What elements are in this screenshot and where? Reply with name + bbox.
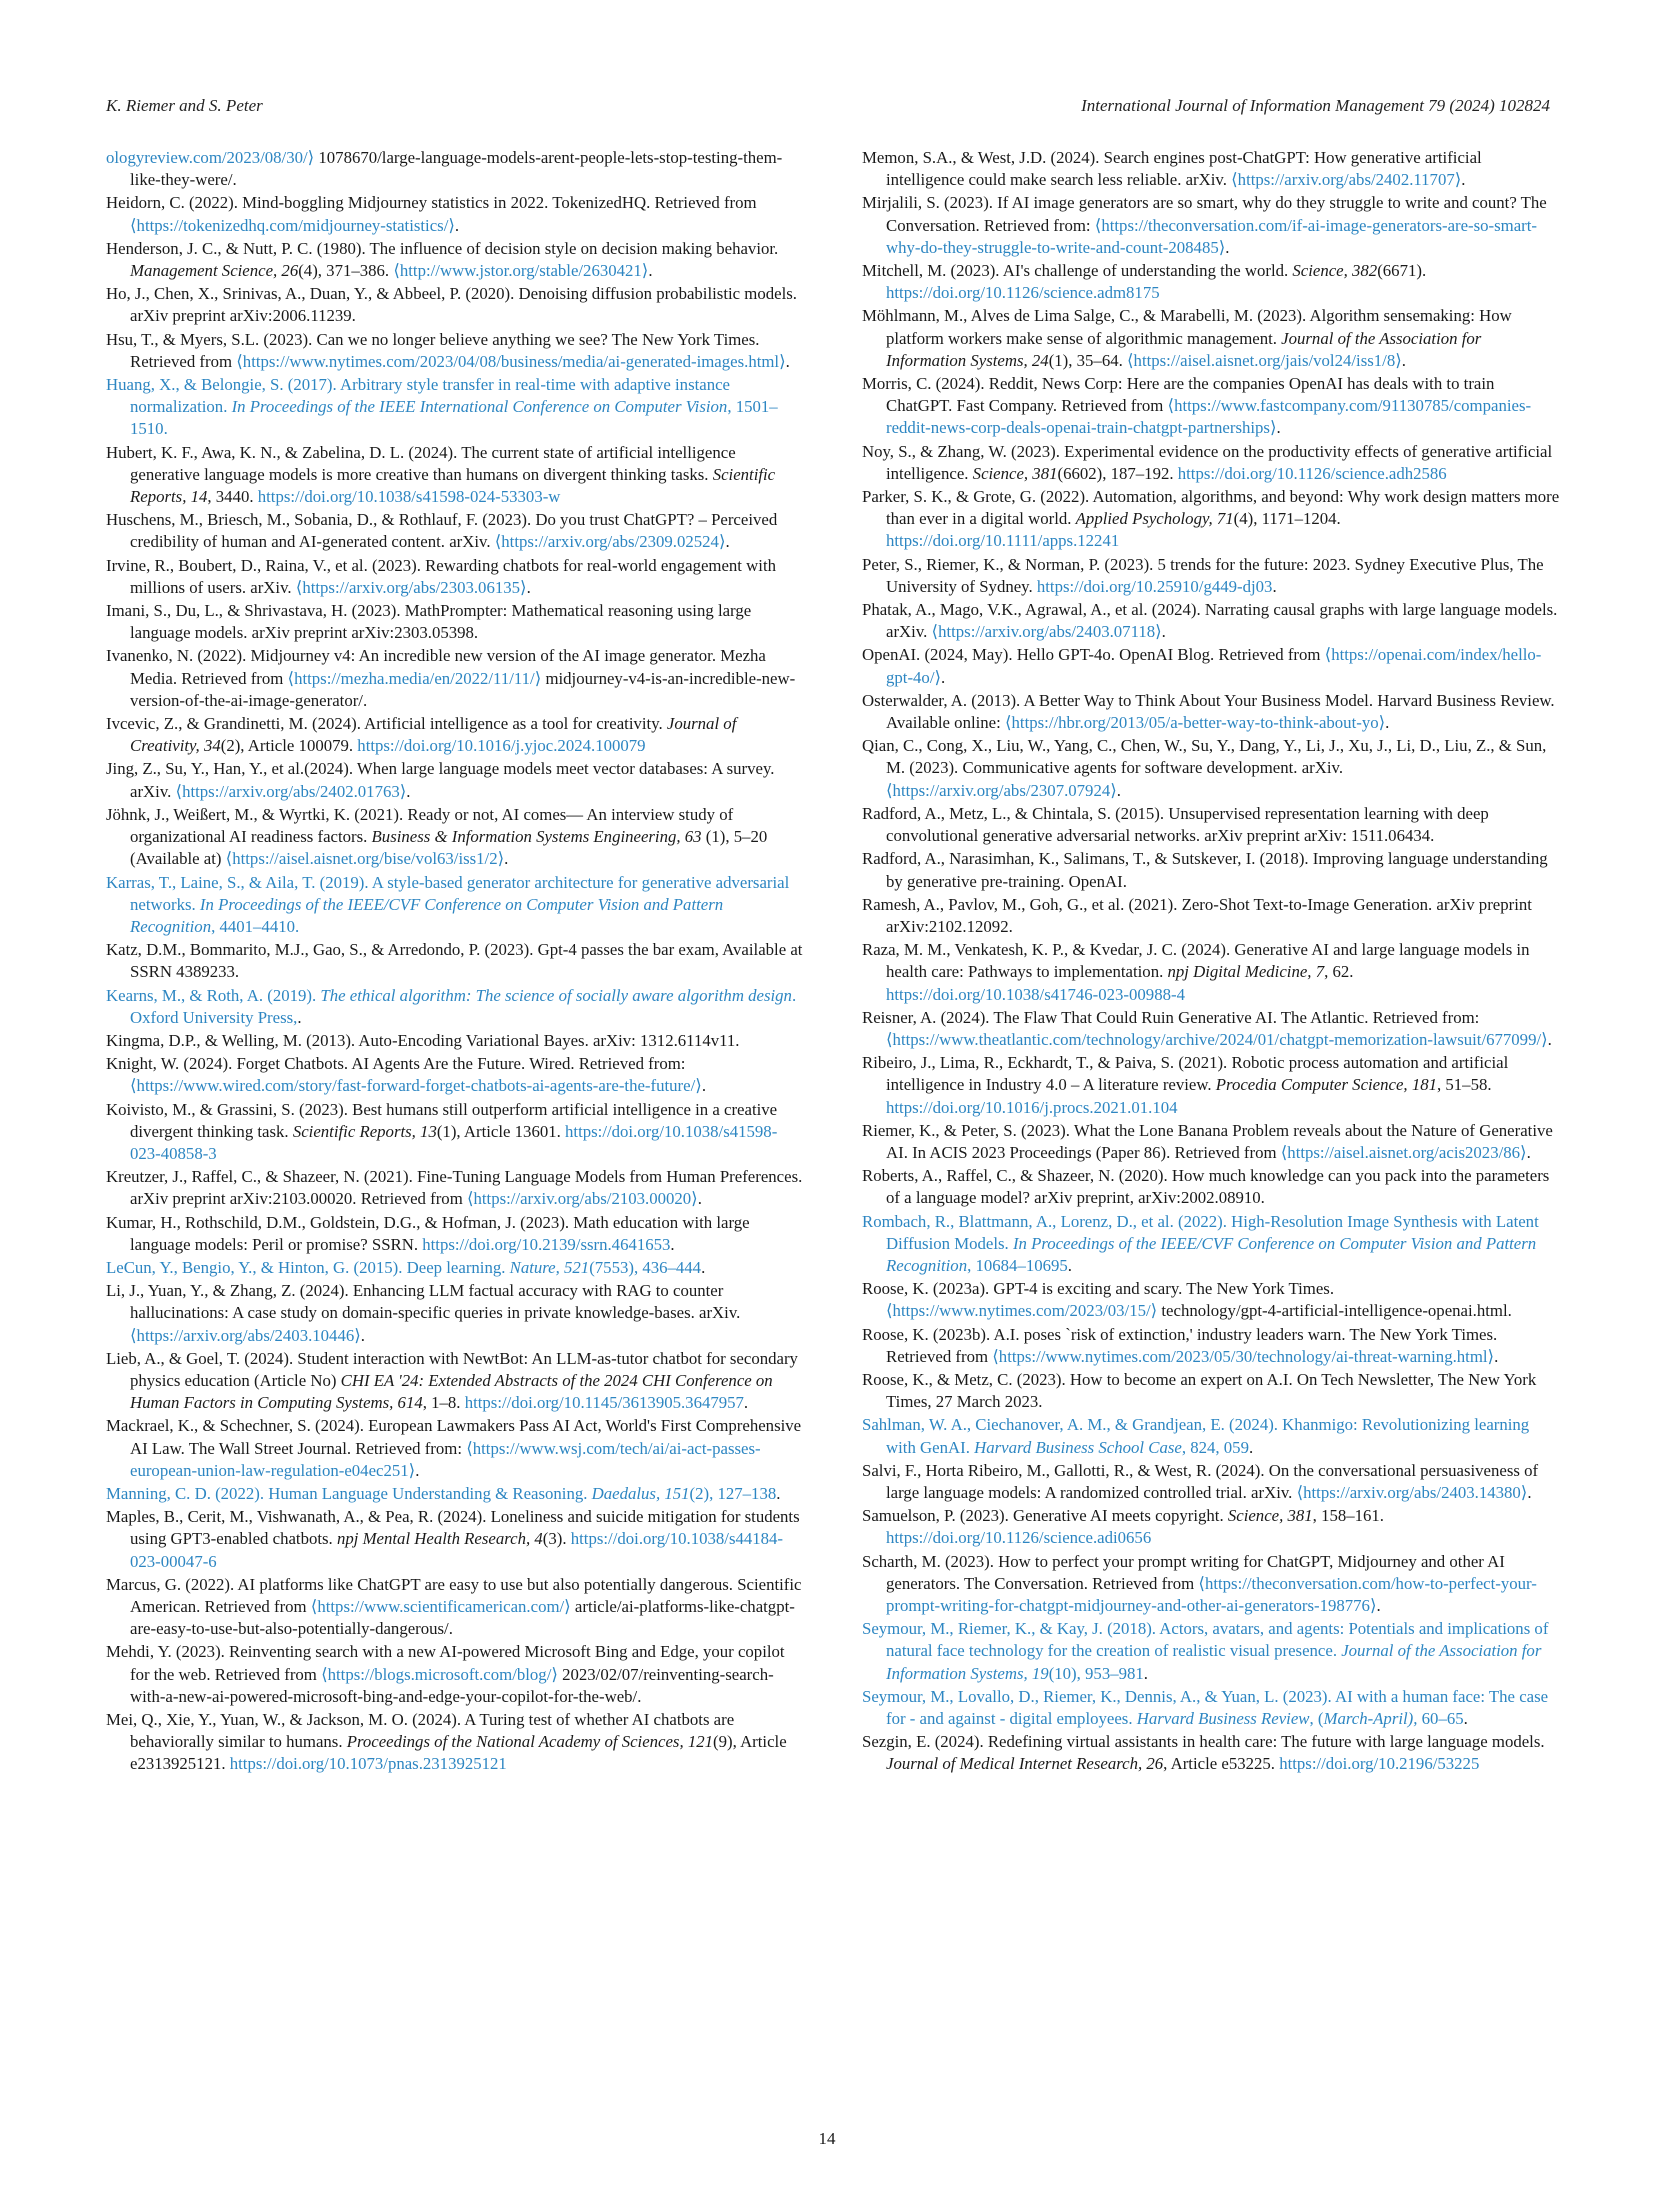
reference-link[interactable]: Manning, C. D. (2022). Human Language Understanding & Reasoning.: [106, 1483, 592, 1503]
reference-text: .: [1494, 1346, 1499, 1366]
reference-entry: [106, 939, 806, 983]
reference-entry: [106, 442, 806, 509]
reference-link[interactable]: In Proceedings of the IEEE/CVF Conference on Computer Vision and Pattern Recognition: [130, 894, 724, 936]
reference-entry: [862, 644, 1562, 688]
reference-entry: [106, 1166, 806, 1210]
reference-text: (3).: [542, 1529, 571, 1549]
reference-text: (4), 371–386.: [298, 261, 394, 281]
reference-text: Ivcevic, Z., & Grandinetti, M. (2024). Artificial intelligence as a tool for creativity.: [106, 714, 667, 734]
reference-entry: [106, 283, 806, 327]
reference-italic-text: Journal of Creativity, 34: [130, 714, 737, 756]
reference-entry: [862, 373, 1562, 440]
reference-entry: [106, 555, 806, 599]
reference-text: .: [1272, 576, 1277, 596]
reference-entry: [106, 645, 806, 712]
reference-text: Irvine, R., Boubert, D., Raina, V., et al. (2023). Rewarding chatbots for real-world engagement with millions of users. arXiv.: [106, 555, 776, 597]
reference-entry: [106, 1641, 806, 1708]
reference-entry: [106, 1574, 806, 1641]
reference-entry: [106, 1099, 806, 1166]
reference-link[interactable]: https://doi.org/10.1016/j.yjoc.2024.100079: [357, 736, 646, 756]
reference-link[interactable]: ⟨https://www.wired.com/story/fast-forward-forget-chatbots-ai-agents-are-the-future/⟩: [130, 1076, 702, 1096]
reference-text: Henderson, J. C., & Nutt, P. C. (1980). The influence of decision style on decision making behavior.: [106, 238, 779, 258]
reference-text: .: [1463, 1709, 1468, 1729]
reference-link[interactable]: https://doi.org/10.1016/j.procs.2021.01.104: [886, 1097, 1178, 1117]
reference-text: Memon, S.A., & West, J.D. (2024). Search engines post-ChatGPT: How generative artificial intelligence could make search less reliable. arXiv.: [862, 148, 1482, 190]
reference-text: 1078670/large-language-models-arent-people-lets-stop-testing-them-like-they-were/.: [130, 148, 783, 190]
reference-text: .: [1276, 418, 1281, 438]
reference-text: (2), Article 100079.: [220, 736, 358, 756]
reference-text: .: [670, 1234, 675, 1254]
reference-text: technology/gpt-4-artificial-intelligence-openai.html.: [1157, 1301, 1512, 1321]
reference-link[interactable]: ⟨https://www.scientificamerican.com/⟩: [310, 1597, 571, 1616]
reference-link[interactable]: Rombach, R., Blattmann, A., Lorenz, D., et al. (2022). High-Resolution Image Synthesis with Latent Diffusion Models.: [862, 1211, 1539, 1253]
reference-text: Sezgin, E. (2024). Redefining virtual assistants in health care: The future with large language models.: [862, 1732, 1545, 1752]
reference-text: Roberts, A., Raffel, C., & Shazeer, N. (2020). How much knowledge can you pack into the parameters of a language model? arXiv preprint, arXiv:2002.08910.: [862, 1166, 1550, 1208]
reference-text: Ribeiro, J., Lima, R., Eckhardt, T., & Paiva, S. (2021). Robotic process automation and artificial intelligence in Industry 4.0 – A literature review.: [862, 1053, 1509, 1095]
reference-text: Jing, Z., Su, Y., Han, Y., et al.(2024). When large language models meet vector databases: A survey. arXiv.: [106, 759, 775, 801]
reference-text: Ramesh, A., Pavlov, M., Goh, G., et al. (2021). Zero-Shot Text-to-Image Generation. arXiv preprint arXiv:2102.12092.: [862, 894, 1532, 936]
reference-text: Li, J., Yuan, Y., & Zhang, Z. (2024). Enhancing LLM factual accuracy with RAG to counter hallucinations: A case study on domain-specific queries in private knowledge-bases. arXiv.: [106, 1281, 741, 1323]
reference-link[interactable]: Sahlman, W. A., Ciechanover, A. M., & Grandjean, E. (2024). Khanmigo: Revolutionizing learning with GenAI.: [862, 1415, 1530, 1457]
reference-text: Marcus, G. (2022). AI platforms like ChatGPT are easy to use but also potentially dangerous. Scientific American. Retrieved from: [106, 1574, 802, 1616]
reference-link[interactable]: LeCun, Y., Bengio, Y., & Hinton, G. (2015). Deep learning.: [106, 1257, 510, 1277]
reference-link[interactable]: , 4401–4410.: [211, 916, 300, 936]
reference-link[interactable]: ⟨https://aisel.aisnet.org/bise/vol63/iss1/2⟩: [225, 849, 505, 869]
reference-link[interactable]: ⟨https://aisel.aisnet.org/jais/vol24/iss1/8⟩: [1127, 350, 1402, 370]
reference-italic-text: Science, 382: [1292, 261, 1378, 281]
reference-entry: [106, 1483, 806, 1505]
reference-text: Lieb, A., & Goel, T. (2024). Student interaction with NewtBot: An LLM-as-tutor chatbot for secondary physics education (Article No): [106, 1348, 798, 1390]
reference-text: Radford, A., Metz, L., & Chintala, S. (2015). Unsupervised representation learning with deep convolutional generative adversarial networks. arXiv preprint arXiv: 1511.06434.: [862, 803, 1489, 846]
reference-italic-text: npj Digital Medicine, 7: [1167, 962, 1325, 982]
reference-text: Qian, C., Cong, X., Liu, W., Yang, C., Chen, W., Su, Y., Dang, Y., Li, J., Xu, J., Li, D., Liu, Z., & Sun, M. (2023). Communicative agents for software development. arXiv.: [862, 736, 1547, 778]
reference-link[interactable]: Huang, X., & Belongie, S. (2017). Arbitrary style transfer in real-time with adaptive instance normalization.: [106, 375, 731, 417]
reference-link[interactable]: Seymour, M., Riemer, K., & Kay, J. (2018). Actors, avatars, and agents: Potentials and implications of natural face technology for the creation of realistic visual presence.: [862, 1619, 1549, 1661]
reference-text: .: [1376, 1596, 1381, 1615]
reference-text: , 1–8.: [422, 1393, 465, 1413]
reference-link[interactable]: ⟨https://arxiv.org/abs/2103.00020⟩: [466, 1189, 698, 1209]
reference-text: (1), Article 13601.: [436, 1121, 566, 1141]
reference-entry: [106, 192, 806, 236]
reference-entry: [862, 1324, 1562, 1368]
reference-text: 2023/02/07/reinventing-search-with-a-new-ai-powered-microsoft-bing-and-edge-your-copilot-for-the-web/.: [130, 1664, 774, 1706]
reference-text: Mei, Q., Xie, Y., Yuan, W., & Jackson, M. O. (2024). A Turing test of whether AI chatbots are behaviorally similar to humans.: [106, 1710, 735, 1752]
reference-entry: [106, 147, 806, 191]
reference-text: .: [454, 215, 460, 235]
reference-link[interactable]: ⟨https://www.wsj.com/tech/ai/ai-act-passes-european-union-law-regulation-e04ec251⟩: [130, 1438, 761, 1480]
reference-link[interactable]: https://doi.org/10.2139/ssrn.4641653: [422, 1234, 671, 1254]
reference-text: .: [697, 1189, 702, 1209]
reference-entry: [862, 1460, 1562, 1504]
reference-text: .: [1161, 622, 1166, 642]
reference-entry: [106, 713, 806, 757]
reference-text: Morris, C. (2024). Reddit, News Corp: Here are the companies OpenAI has deals with to train ChatGPT. Fast Company. Retrieved from: [862, 374, 1495, 416]
reference-text: Maples, B., Cerit, M., Vishwanath, A., & Pea, R. (2024). Loneliness and suicide mitigation for students using GPT3-enabled chatbots.: [106, 1507, 800, 1549]
reference-text: .: [776, 1483, 781, 1503]
reference-text: Salvi, F., Horta Ribeiro, M., Gallotti, R., & West, R. (2024). On the conversational persuasiveness of large language models: A randomized controlled trial. arXiv.: [862, 1460, 1539, 1502]
reference-text: Mirjalili, S. (2023). If AI image generators are so smart, why do they struggle to write and count? The Conversation. Retrieved from:: [862, 193, 1547, 235]
reference-link[interactable]: ⟨https://www.nytimes.com/2023/03/15/⟩: [886, 1301, 1158, 1321]
reference-text: Jöhnk, J., Weißert, M., & Wyrtki, K. (2021). Ready or not, AI comes— An interview study of organizational AI readiness factors.: [106, 804, 734, 847]
reference-entry: [862, 1120, 1562, 1164]
reference-entry: [106, 804, 806, 871]
reference-italic-text: Scientific Reports, 13: [292, 1121, 437, 1141]
reference-link[interactable]: ⟨https://arxiv.org/abs/2303.06135⟩: [295, 577, 527, 597]
reference-link[interactable]: https://doi.org/10.1126/science.adi0656: [886, 1528, 1152, 1548]
reference-link[interactable]: ⟨https://mezha.media/en/2022/11/11/⟩: [287, 668, 542, 688]
reference-entry: [862, 894, 1562, 938]
reference-text: (4), 1171–1204.: [1233, 509, 1341, 529]
reference-link[interactable]: Harvard Business Review: [1136, 1709, 1310, 1729]
reference-text: Radford, A., Narasimhan, K., Salimans, T., & Sutskever, I. (2018). Improving language understanding by generative pre-training. OpenAI.: [862, 849, 1548, 891]
reference-text: .: [1248, 1437, 1254, 1457]
reference-link[interactable]: Karras, T., Laine, S., & Aila, T. (2019). A style-based generator architecture for generative adversarial networks.: [106, 872, 790, 914]
header-authors: K. Riemer and S. Peter: [106, 96, 263, 115]
reference-link[interactable]: https://doi.org/10.1126/science.adh2586: [1177, 463, 1447, 483]
reference-link[interactable]: (10), 953–981: [1048, 1663, 1144, 1683]
page-number: 14: [818, 2129, 836, 2148]
reference-text: Ivanenko, N. (2022). Midjourney v4: An incredible new version of the AI image generator. Mezha Media. Retrieved from: [106, 646, 766, 688]
reference-text: Samuelson, P. (2023). Generative AI meets copyright.: [862, 1506, 1228, 1526]
reference-text: article/ai-platforms-like-chatgpt-are-easy-to-use-but-also-potentially-dangerous/.: [130, 1597, 795, 1639]
reference-entry: [862, 441, 1562, 485]
reference-text: .: [1526, 1142, 1531, 1162]
reference-text: .: [1143, 1663, 1148, 1683]
reference-entry: [862, 599, 1562, 643]
reference-text: (1), 5–20 (Available at): [130, 827, 768, 869]
reference-link[interactable]: https://doi.org/10.25910/g449-dj03: [1036, 576, 1273, 596]
reference-text: .: [1225, 237, 1230, 257]
reference-link[interactable]: ⟨https://arxiv.org/abs/2403.07118⟩: [931, 622, 1162, 642]
reference-entry: [862, 1505, 1562, 1549]
reference-italic-text: Management Science, 26: [130, 261, 299, 281]
reference-link[interactable]: , (: [1309, 1709, 1324, 1729]
reference-italic-text: Science, 381: [1227, 1506, 1313, 1526]
reference-entry: [106, 509, 806, 553]
reference-link[interactable]: ⟨https://blogs.microsoft.com/blog/⟩: [321, 1664, 558, 1684]
reference-link[interactable]: https://doi.org/10.1038/s41746-023-00988-4: [886, 984, 1185, 1004]
reference-link[interactable]: https://doi.org/10.1073/pnas.2313925121: [229, 1754, 507, 1774]
reference-text: .: [941, 667, 946, 687]
reference-text: , 3440.: [207, 487, 258, 507]
reference-text: Koivisto, M., & Grassini, S. (2023). Best humans still outperform artificial intelligence in a creative divergent thinking task.: [106, 1099, 778, 1141]
reference-link[interactable]: ⟨https://www.nytimes.com/2023/04/08/business/media/ai-generated-images.html⟩: [236, 351, 786, 371]
reference-text: .: [648, 261, 653, 281]
reference-link[interactable]: Harvard Business School Case: [974, 1437, 1182, 1457]
reference-link[interactable]: https://doi.org/10.1126/science.adm8175: [886, 283, 1160, 303]
reference-text: Katz, D.M., Bommarito, M.J., Gao, S., & Arredondo, P. (2023). Gpt-4 passes the bar exam, Available at SSRN 4389233.: [106, 940, 803, 982]
reference-entry: [106, 1257, 806, 1279]
reference-link[interactable]: ⟨https://arxiv.org/abs/2402.11707⟩: [1231, 170, 1462, 190]
reference-link[interactable]: Daedalus, 151: [591, 1483, 690, 1503]
reference-text: Noy, S., & Zhang, W. (2023). Experimental evidence on the productivity effects of generative artificial intelligence.: [862, 441, 1553, 483]
reference-link[interactable]: ⟨https://theconversation.com/how-to-perfect-your-prompt-writing-for-chatgpt-midjourney-and-other-ai-generators-198776⟩: [886, 1573, 1537, 1615]
reference-italic-text: CHI EA '24: Extended Abstracts of the 2024 CHI Conference on Human Factors in Computing Systems, 614: [130, 1370, 773, 1413]
reference-text: Möhlmann, M., Alves de Lima Salge, C., & Marabelli, M. (2023). Algorithm sensemaking: How platform workers make sense of algorithmic management.: [862, 306, 1512, 348]
reference-entry: [862, 192, 1562, 259]
reference-link[interactable]: In Proceedings of the IEEE International Conference on Computer Vision: [231, 397, 728, 417]
reference-text: Roose, K., & Metz, C. (2023). How to become an expert on A.I. On Tech Newsletter, The New York Times, 27 March 2023.: [862, 1369, 1537, 1412]
reference-text: .: [1461, 170, 1466, 190]
reference-link[interactable]: ⟨https://www.nytimes.com/2023/05/30/technology/ai-threat-warning.html⟩: [992, 1346, 1495, 1366]
reference-link[interactable]: ⟨https://theconversation.com/if-ai-image-generators-are-so-smart-why-do-they-struggle-to-write-and-count-208485⟩: [886, 215, 1538, 257]
reference-entry: [862, 939, 1562, 1006]
reference-italic-text: Journal of the Association for Information Systems, 24: [886, 328, 1482, 370]
reference-entry: [106, 600, 806, 644]
reference-entry: [106, 1053, 806, 1097]
reference-link[interactable]: https://doi.org/10.2196/53225: [1279, 1754, 1480, 1774]
reference-text: (9), Article e2313925121.: [130, 1732, 787, 1774]
reference-italic-text: Business & Information Systems Engineering, 63: [371, 827, 702, 847]
reference-text: , 51–58.: [1437, 1075, 1492, 1095]
header-journal: International Journal of Information Management 79 (2024) 102824: [1081, 96, 1550, 115]
reference-italic-text: npj Mental Health Research, 4: [336, 1529, 543, 1549]
reference-text: Mehdi, Y. (2023). Reinventing search with a new AI-powered Microsoft Bing and Edge, your copilot for the web. Retrieved from: [106, 1642, 785, 1684]
reference-text: .: [1527, 1482, 1532, 1502]
reference-entry: [106, 238, 806, 282]
reference-link[interactable]: 60–65: [1421, 1709, 1464, 1729]
reference-text: Osterwalder, A. (2013). A Better Way to Think About Your Business Model. Harvard Business Review. Available online:: [862, 690, 1555, 733]
reference-link[interactable]: Seymour, M., Lovallo, D., Riemer, K., Dennis, A., & Yuan, L. (2023). AI with a human face: The case for - and against - digital employees.: [862, 1686, 1549, 1729]
reference-italic-text: Scientific Reports, 14: [130, 464, 776, 507]
reference-entry: [862, 1414, 1562, 1458]
reference-text: .: [725, 532, 730, 552]
reference-text: Huschens, M., Briesch, M., Sobania, D., & Rothlauf, F. (2023). Do you trust ChatGPT? – Perceived credibility of human and AI-generated content. arXiv.: [106, 510, 778, 552]
reference-link[interactable]: https://doi.org/10.1038/s44184-023-00047-6: [130, 1529, 784, 1571]
reference-entry: [862, 735, 1562, 802]
reference-text: Knight, W. (2024). Forget Chatbots. AI Agents Are the Future. Wired. Retrieved from:: [106, 1054, 686, 1074]
reference-entry: [862, 1211, 1562, 1278]
reference-text: (6602), 187–192.: [1057, 463, 1178, 483]
reference-link[interactable]: , 10684–10695: [967, 1255, 1068, 1275]
reference-text: .: [526, 577, 531, 597]
reference-entry: [106, 872, 806, 939]
reference-link[interactable]: ⟨https://www.fastcompany.com/91130785/companies-reddit-news-corp-deals-openai-train-chatgpt-partnerships⟩: [886, 396, 1532, 438]
reference-entry: [862, 486, 1562, 553]
reference-link[interactable]: https://doi.org/10.1111/apps.12241: [886, 531, 1120, 551]
reference-column-right: [862, 147, 1562, 1777]
reference-link[interactable]: ⟨https://openai.com/index/hello-gpt-4o/⟩: [886, 645, 1542, 687]
reference-text: .: [504, 849, 509, 869]
reference-entry: [106, 1280, 806, 1347]
reference-entry: [862, 1369, 1562, 1413]
reference-link[interactable]: ⟨https://tokenizedhq.com/midjourney-statistics/⟩: [130, 215, 455, 235]
reference-text: Roose, K. (2023a). GPT-4 is exciting and scary. The New York Times.: [862, 1279, 1335, 1299]
reference-text: Mackrael, K., & Schechner, S. (2024). European Lawmakers Pass AI Act, World's First Comprehensive AI Law. The Wall Street Journal. Retrieved from:: [106, 1416, 802, 1458]
reference-text: Heidorn, C. (2022). Mind-boggling Midjourney statistics in 2022. TokenizedHQ. Retrieved from: [106, 193, 757, 213]
reference-link[interactable]: ⟨https://arxiv.org/abs/2402.01763⟩: [175, 781, 407, 801]
reference-entry: [862, 147, 1562, 191]
reference-link[interactable]: https://doi.org/10.1145/3613905.3647957: [464, 1393, 744, 1413]
reference-text: .: [406, 781, 411, 801]
reference-entry: [106, 1030, 806, 1052]
reference-text: .: [785, 351, 790, 371]
reference-entry: [862, 1551, 1562, 1618]
reference-text: (6671).: [1377, 261, 1427, 281]
reference-text: Peter, S., Riemer, K., & Norman, P. (2023). 5 trends for the future: 2023. Sydney Executive Plus, The University of Sydney.: [862, 554, 1544, 596]
reference-entry: [862, 1618, 1562, 1685]
reference-link[interactable]: ⟨https://arxiv.org/abs/2403.10446⟩: [130, 1325, 361, 1345]
reference-text: (1), 35–64.: [1048, 350, 1127, 370]
reference-text: .: [701, 1076, 707, 1096]
reference-link[interactable]: ⟨https://arxiv.org/abs/2309.02524⟩: [494, 532, 726, 552]
reference-text: .: [1401, 350, 1406, 370]
reference-text: .: [415, 1460, 420, 1480]
reference-entry: [862, 1278, 1562, 1322]
reference-text: Roose, K. (2023b). A.I. poses `risk of extinction,' industry leaders warn. The New York Times. Retrieved from: [862, 1324, 1498, 1366]
reference-entry: [106, 329, 806, 373]
reference-entry: [862, 1731, 1562, 1775]
reference-text: Raza, M. M., Venkatesh, K. P., & Kvedar, J. C. (2024). Generative AI and large language models in health care: Pathways to implementation.: [862, 940, 1530, 982]
reference-italic-text: Science, 381: [972, 463, 1058, 483]
reference-text: Imani, S., Du, L., & Shrivastava, H. (2023). MathPrompter: Mathematical reasoning using large language models. arXiv preprint arXiv:2303.05398.: [106, 601, 752, 643]
reference-link[interactable]: ologyreview.com/2023/08/30/⟩: [106, 148, 315, 167]
reference-text: .: [743, 1393, 749, 1413]
reference-entry: [862, 803, 1562, 847]
reference-text: Kumar, H., Rothschild, D.M., Goldstein, D.G., & Hofman, J. (2023). Math education with large language models: Peril or promise? SSRN.: [106, 1212, 750, 1254]
reference-text: Riemer, K., & Peter, S. (2023). What the Lone Banana Problem reveals about the Nature of Generative AI. In ACIS 2023 Proceedings (Paper 86). Retrieved from: [862, 1120, 1553, 1162]
reference-italic-text: Procedia Computer Science, 181: [1215, 1075, 1437, 1095]
reference-text: , 62.: [1324, 962, 1354, 982]
reference-link[interactable]: , 824, 059: [1181, 1437, 1249, 1457]
reference-link[interactable]: . Oxford University Press,: [130, 985, 797, 1027]
reference-link[interactable]: (2), 127–138: [689, 1483, 777, 1503]
reference-link[interactable]: , 1501–1510.: [130, 397, 778, 439]
reference-text: midjourney-v4-is-an-incredible-new-version-of-the-ai-image-generator/.: [130, 668, 796, 710]
reference-text: OpenAI. (2024, May). Hello GPT-4o. OpenAI Blog. Retrieved from: [862, 645, 1325, 665]
reference-entry: [862, 1052, 1562, 1119]
reference-entry: [106, 985, 806, 1029]
reference-text: .: [1067, 1255, 1072, 1275]
reference-link[interactable]: ⟨https://aisel.aisnet.org/acis2023/86⟩: [1280, 1142, 1527, 1162]
reference-text: .: [1547, 1029, 1552, 1049]
reference-entry: [106, 758, 806, 802]
reference-text: .: [1385, 713, 1390, 733]
reference-column-left: [106, 147, 806, 1777]
reference-entry: [106, 374, 806, 441]
reference-entry: [862, 554, 1562, 598]
reference-entry: [106, 1709, 806, 1776]
reference-text: Parker, S. K., & Grote, G. (2022). Automation, algorithms, and beyond: Why work design matters more than ever in a digital world.: [862, 487, 1560, 529]
reference-entry: [106, 1212, 806, 1256]
reference-entry: [106, 1348, 806, 1415]
reference-text: Ho, J., Chen, X., Srinivas, A., Duan, Y., & Abbeel, P. (2020). Denoising diffusion probabilistic models. arXiv preprint arXiv:2006.11239.: [106, 284, 797, 326]
reference-link[interactable]: ⟨https://hbr.org/2013/05/a-better-way-to-think-about-yo⟩: [1004, 713, 1386, 733]
reference-link[interactable]: The ethical algorithm: The science of socially aware algorithm design: [320, 985, 792, 1005]
reference-link[interactable]: ⟨https://arxiv.org/abs/2403.14380⟩: [1296, 1482, 1528, 1502]
reference-entry: [862, 848, 1562, 892]
reference-text: Kreutzer, J., Raffel, C., & Shazeer, N. (2021). Fine-Tuning Language Models from Human Preferences. arXiv preprint arXiv:2103.00020. Retrieved from: [106, 1167, 803, 1209]
reference-text: .: [701, 1257, 706, 1277]
reference-link[interactable]: Kearns, M., & Roth, A. (2019).: [106, 985, 321, 1005]
reference-entry: [106, 1415, 806, 1482]
reference-entry: [862, 1686, 1562, 1730]
reference-entry: [862, 690, 1562, 734]
reference-italic-text: Applied Psychology, 71: [1075, 509, 1234, 529]
reference-link[interactable]: https://doi.org/10.1038/s41598-023-40858-3: [130, 1121, 778, 1163]
reference-italic-text: Proceedings of the National Academy of Sciences, 121: [346, 1732, 714, 1752]
reference-text: Hubert, K. F., Awa, K. N., & Zabelina, D. L. (2024). The current state of artificial intelligence generative language models is more creative than humans on divergent thinking tasks.: [106, 442, 736, 484]
reference-entry: [862, 1007, 1562, 1051]
reference-link[interactable]: Nature, 521: [509, 1257, 590, 1277]
reference-link[interactable]: https://doi.org/10.1038/s41598-024-53303-w: [257, 487, 561, 507]
reference-link[interactable]: In Proceedings of the IEEE/CVF Conference on Computer Vision and Pattern Recognition: [886, 1233, 1537, 1275]
running-head: [106, 96, 1550, 116]
reference-link[interactable]: ⟨https://www.theatlantic.com/technology/archive/2024/01/chatgpt-memorization-lawsuit/677099/⟩: [886, 1029, 1548, 1049]
reference-text: Phatak, A., Mago, V.K., Agrawal, A., et al. (2024). Narrating causal graphs with large language models. arXiv.: [862, 600, 1558, 642]
reference-text: .: [297, 1007, 302, 1027]
reference-entry: [862, 260, 1562, 304]
reference-link[interactable]: ⟨https://arxiv.org/abs/2307.07924⟩: [886, 780, 1117, 800]
reference-text: Hsu, T., & Myers, S.L. (2023). Can we no longer believe anything we see? The New York Times. Retrieved from: [106, 329, 760, 371]
reference-link[interactable]: ⟨http://www.jstor.org/stable/2630421⟩: [393, 261, 649, 281]
reference-text: Mitchell, M. (2023). AI's challenge of understanding the world.: [862, 261, 1293, 281]
reference-entry: [106, 1506, 806, 1573]
reference-text: , 158–161.: [1312, 1506, 1384, 1526]
reference-italic-text: Journal of Medical Internet Research, 26: [886, 1754, 1164, 1774]
reference-entry: [862, 1165, 1562, 1209]
reference-link[interactable]: March-April),: [1323, 1709, 1422, 1729]
reference-link[interactable]: (7553), 436–444: [589, 1257, 702, 1277]
reference-entry: [862, 305, 1562, 372]
reference-text: Kingma, D.P., & Welling, M. (2013). Auto-Encoding Variational Bayes. arXiv: 1312.6114v11.: [106, 1030, 740, 1050]
reference-text: Reisner, A. (2024). The Flaw That Could Ruin Generative AI. The Atlantic. Retrieved from:: [862, 1007, 1480, 1027]
reference-text: Scharth, M. (2023). How to perfect your prompt writing for ChatGPT, Midjourney and other AI generators. The Conversation. Retrieved from: [862, 1551, 1505, 1593]
reference-text: .: [360, 1325, 365, 1345]
reference-link[interactable]: Journal of the Association for Information Systems, 19: [886, 1641, 1542, 1683]
reference-text: , Article e53225.: [1163, 1754, 1280, 1774]
reference-text: .: [1116, 780, 1121, 800]
